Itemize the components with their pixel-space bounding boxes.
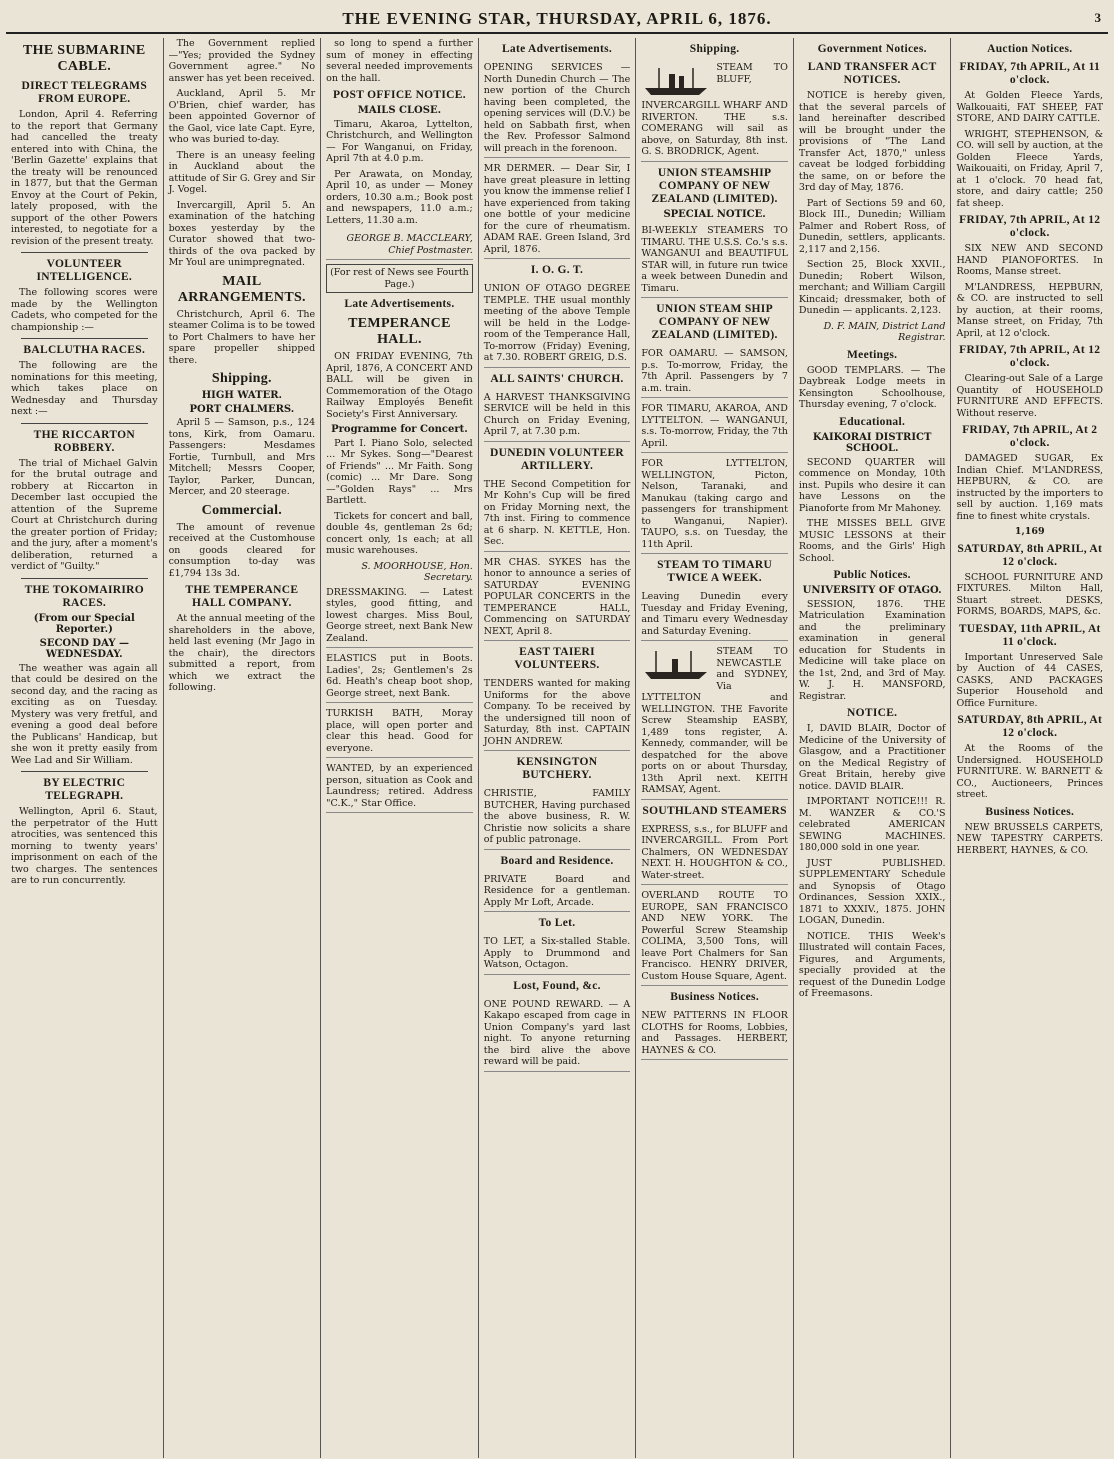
headline-temperance-company: THE TEMPERANCE HALL COMPANY. [185, 584, 299, 609]
steamship-icon [641, 64, 711, 98]
masthead [6, 6, 1108, 34]
advert [484, 785, 631, 850]
section-educational: Educational. [839, 415, 906, 428]
auction-date: TUESDAY, 11th APRIL, At 11 o'clock. [958, 622, 1101, 648]
advert [484, 871, 631, 913]
advert-text: DRESSMAKING. — Latest styles, good fitting, and lowest charges. Miss Boul, George street, next Bank New Zealand. [326, 586, 473, 644]
headline-temperance-hall: TEMPERANCE HALL. [348, 316, 451, 347]
headline-union-steamship-2: UNION STEAM SHIP COMPANY OF NEW ZEALAND (LIMITED). [651, 303, 778, 341]
article-text: Part of Sections 59 and 60, Block III., Dunedin; William Palmer and Robert Ross, of Dunedin, settlers, applicants. 2,117 and 2,156. [798, 197, 946, 255]
headline-submarine-cable: THE SUBMARINE CABLE. [23, 43, 146, 74]
advert [641, 643, 788, 800]
article-text: Timaru, Akaroa, Lyttelton, Christchurch, and Wellington — For Wanganui, on Friday, April 7th at 4.0 p.m. [326, 118, 473, 164]
subhead-mails-close: MAILS CLOSE. [357, 105, 442, 116]
advert [641, 59, 788, 162]
article-text: The Government replied—"Yes; provided the Sydney Government agree." No answer has yet been received. [168, 38, 316, 84]
advert-text: ELASTICS put in Boots. Ladies', 2s; Gentlemen's 2s 6d. Heath's cheap boot shop, George street, next Bank. [326, 653, 473, 699]
columns [6, 38, 1108, 1458]
advert [326, 650, 473, 703]
column-5 [636, 38, 794, 1458]
continued-note: (For rest of News see Fourth Page.) [326, 264, 473, 293]
article-text: Auckland, April 5. Mr O'Brien, chief warder, has been appointed Governor of the Gaol, vice late Capt. Eyre, who was buried to-day. [168, 88, 316, 145]
column-3 [321, 38, 479, 1458]
advert [484, 59, 631, 158]
article-text: At the Rooms of the Undersigned. HOUSEHOLD FURNITURE. W. BARNETT & CO., Auctioneers, Princes street. [956, 743, 1104, 800]
auction-date: FRIDAY, 7th APRIL, At 12 o'clock. [959, 214, 1101, 239]
section-lost-found: Lost, Found, &c. [513, 979, 601, 992]
article-text: M'LANDRESS, HEPBURN, & CO. are instructed to sell by auction, at their rooms, Manse street, on Friday, 7th April, at 12 o'clock. [956, 281, 1104, 339]
advert-text: FOR TIMARU, AKAROA, AND LYTTELTON. — WANGANUI, s.s. To-morrow, Friday, the 7th April. [641, 403, 788, 449]
advert-text: UNION OF OTAGO DEGREE TEMPLE. THE usual monthly meeting of the above Temple will be held in the Lodge-room of the Temperance Hall, To-morrow (Friday) Evening, at 7.30. ROBERT GREIG, D.S. [483, 283, 631, 363]
section-public-notices: Public Notices. [833, 569, 911, 581]
section-board-residence: Board and Residence. [500, 854, 614, 867]
article-text: There is an uneasy feeling in Auckland about the attitude of Sir G. Grey and Sir J. Vogel. [168, 149, 316, 195]
article-text: At the annual meeting of the shareholders in the above, held last evening (Mr Jago in the chair), the directors submitted a report, from which we extract the following. [168, 613, 316, 693]
section-late-ads: Late Advertisements. [344, 298, 455, 310]
advert [484, 675, 631, 751]
advert [641, 345, 788, 398]
auction-date: SATURDAY, 8th APRIL, At 12 o'clock. [957, 542, 1103, 568]
column-1 [6, 38, 164, 1458]
article-text: Per Arawata, on Monday, April 10, as under — Money orders, 10.30 a.m.; Book post and newspapers, 11.0 a.m.; Letters, 11.30 a.m. [326, 168, 473, 226]
headline-all-saints: ALL SAINTS' CHURCH. [490, 372, 624, 385]
divider [21, 252, 148, 253]
headline-shipping: Shipping. [211, 371, 272, 386]
headline-notice: NOTICE. [847, 707, 898, 719]
headline-artillery: DUNEDIN VOLUNTEER ARTILLERY. [489, 446, 625, 472]
sugar-total: 1,169 [1014, 526, 1045, 537]
advert [484, 389, 631, 442]
headline-riccarton: THE RICCARTON ROBBERY. [33, 428, 135, 454]
advert-text: OPENING SERVICES — North Dunedin Church — The new portion of the Church having been completed, the opening services will (D.V.) be held on Sabbath first, when the Rev. Professor Salmond will preach in the forenoon. [483, 62, 631, 154]
article-text: DAMAGED SUGAR, Ex Indian Chief. M'LANDRESS, HEPBURN, & CO. are instructed by the importers to sell by auction. 1,169 mats fine to finest white crystals. [956, 453, 1104, 522]
masthead-title: THE EVENING STAR, THURSDAY, APRIL 6, 1876. [342, 9, 772, 28]
headline-electric-telegraph: BY ELECTRIC TELEGRAPH. [43, 777, 126, 802]
article-text: Important Unreserved Sale by Auction of 44 CASES, CASKS, AND PACKAGES Superior Household and Office Furniture. [956, 651, 1104, 709]
section-shipping: Shipping. [689, 43, 740, 55]
article-text: Part I. Piano Solo, selected ... Mr Sykes. Song—"Dearest of Friends" ... Mr Faith. Song (comic) ... Mr Dare. Song—"Golden Rays" ... Mrs Bartlett. [326, 437, 473, 506]
subhead-programme: Programme for Concert. [331, 424, 468, 435]
signature: GEORGE B. MACCLEARY, Chief Postmaster. [326, 230, 473, 260]
subhead-port-chalmers: PORT CHALMERS. [189, 403, 295, 415]
section-auction-notices: Auction Notices. [987, 43, 1073, 55]
headline-union-steamship: UNION STEAMSHIP COMPANY OF NEW ZEALAND (LIMITED). [651, 166, 778, 205]
advert [484, 280, 631, 368]
advert [641, 455, 788, 554]
steamship-icon [641, 648, 711, 682]
advert [641, 222, 788, 298]
headline-balclutha: BALCLUTHA RACES. [23, 344, 146, 356]
headline-east-taieri: EAST TAIERI VOLUNTEERS. [514, 646, 600, 671]
article-text: At Golden Fleece Yards, Walkouaiti, FAT SHEEP, FAT STORE, AND DAIRY CATTLE. [956, 90, 1104, 124]
signature: S. MOORHOUSE, Hon. Secretary. [361, 560, 473, 583]
article-text: NOTICE. THIS Week's Illustrated will contain Faces, Figures, and Arguments, specially provided at the request of the Dunedin Lodge of Freemasons. [798, 930, 946, 999]
advert [641, 887, 788, 986]
article-text: Clearing-out Sale of a Large Quantity of HOUSEHOLD FURNITURE AND EFFECTS. Without reserve. [956, 373, 1104, 419]
advert-text: EXPRESS, s.s., for BLUFF and INVERCARGILL. From Port Chalmers, ON WEDNESDAY NEXT. H. HOUGHTON & CO., Water-street. [641, 823, 788, 881]
article-text: JUST PUBLISHED. SUPPLEMENTARY Schedule and Synopsis of Otago Ordinances, Session XXIX., 1871 to XXXIV., 1875. JOHN LOGAN, Dunedin. [798, 857, 946, 926]
advert-text: STEAM TO NEWCASTLE and SYDNEY, Via LYTTELTON and WELLINGTON. THE Favorite Screw Steamship EASBY, 1,489 tons register, A. Kennedy, commander, will be despatched for the above ports on or about Thursday, 13th April next. KEITH RAMSAY, Agent. [641, 646, 788, 795]
article-text: Wellington, April 6. Staut, the perpetrator of the Hutt atrocities, was sentenced this morning to twenty years' imprisonment on each of the two charges. The sentences are to run concurrently. [11, 806, 158, 886]
section-business-notices: Business Notices. [985, 805, 1075, 818]
article-text: THE MISSES BELL GIVE MUSIC LESSONS at their Rooms, and the Girls' High School. [798, 518, 946, 564]
advert [326, 760, 473, 813]
auction-date: FRIDAY, 7th APRIL, At 12 o'clock. [959, 344, 1101, 369]
headline-volunteer: VOLUNTEER INTELLIGENCE. [36, 258, 133, 283]
advert [641, 588, 788, 641]
divider [21, 578, 148, 579]
article-text: WRIGHT, STEPHENSON, & CO. will sell by auction, at the Golden Fleece Yards, Waikouaiti, on Friday, April 7, at 1 o'clock. 70 head fat, store, and dairy cattle; 250 fat sheep. [956, 128, 1104, 209]
headline-post-office: POST OFFICE NOTICE. [332, 89, 466, 101]
advert-text: WANTED, by an experienced person, situation as Cook and Laundress; retired. Address "C.K.," Star Office. [326, 763, 473, 809]
advert-text: Leaving Dunedin every Tuesday and Friday Evening, and Timaru every Wednesday and Saturday Evening. [641, 591, 788, 637]
advert [484, 554, 631, 642]
article-text: IMPORTANT NOTICE!!! R. M. WANZER & CO.'S celebrated AMERICAN SEWING MACHINES. 180,000 sold in one year. [798, 796, 946, 853]
headline-tokomairiro: THE TOKOMAIRIRO RACES. [24, 583, 144, 609]
advert-text: ONE POUND REWARD. — A Kakapo escaped from cage in Union Company's yard last night. To anyone returning the bird alive the above reward will be paid. [483, 998, 631, 1067]
advert-text: TURKISH BATH, Moray place, will open porter and clear this head. Good for everyone. [326, 708, 473, 754]
auction-date: FRIDAY, 7th APRIL, At 11 o'clock. [959, 61, 1101, 86]
advert-text: NEW PATTERNS IN FLOOR CLOTHS for Rooms, Lobbies, and Passages. HERBERT, HAYNES & CO. [641, 1010, 788, 1056]
page-number: 3 [1094, 10, 1102, 25]
article-text: SESSION, 1876. THE Matriculation Examination and the preliminary examination in general education for Students in Medicine will take place on the 1st, 2nd, and 3rd of May. W. J. H. MANSFORD, Registrar. [798, 598, 946, 702]
subhead-second-day: SECOND DAY — WEDNESDAY. [39, 637, 129, 660]
advert [326, 705, 473, 758]
advert-text: BI-WEEKLY STEAMERS TO TIMARU. THE U.S.S. Co.'s s.s. WANGANUI and BEAUTIFUL STAR will, in future run twice a week between Dunedin and Timaru. [641, 225, 788, 294]
advert-text: A HARVEST THANKSGIVING SERVICE will be held in this Church on Friday Evening, April 7, at 7.30 p.m. [483, 391, 631, 437]
article-text: The weather was again all that could be desired on the second day, and the racing as exciting as on Tuesday. Mystery was very fretful, and evening a good deal before the Publicans' Handicap, but she won it pretty easily from Wee Lad and Sir William. [11, 662, 158, 766]
article-text: GOOD TEMPLARS. — The Daybreak Lodge meets in Kensington Schoolhouse, Thursday evening, 7 o'clock. [798, 364, 946, 410]
column-7 [951, 38, 1108, 1458]
advert-text: STEAM TO BLUFF, INVERCARGILL WHARF AND RIVERTON. THE s.s. COMERANG will sail as above, on Saturday, 8th inst. G. S. BRODRICK, Agent. [641, 62, 788, 157]
section-late-ads: Late Advertisements. [501, 43, 613, 55]
headline-mail-arrangements: MAIL ARRANGEMENTS. [177, 273, 306, 305]
headline-kaikorai: KAIKORAI DISTRICT SCHOOL. [812, 431, 932, 454]
article-text: SIX NEW AND SECOND HAND PIANOFORTES. In Rooms, Manse street. [956, 243, 1104, 277]
advert-text: PRIVATE Board and Residence for a gentleman. Apply Mr Loft, Arcade. [483, 873, 631, 908]
auction-date: FRIDAY, 7th APRIL, At 2 o'clock. [962, 424, 1098, 449]
headline-southland: SOUTHLAND STEAMERS [642, 804, 787, 817]
headline-kensington-butchery: KENSINGTON BUTCHERY. [516, 756, 598, 781]
section-business-notices: Business Notices. [670, 991, 759, 1003]
divider [21, 338, 148, 339]
headline-iogt: I. O. G. T. [530, 264, 584, 276]
advert-text: TO LET, a Six-stalled Stable. Apply to Drummond and Watson, Octagon. [483, 936, 631, 970]
section-to-let: To Let. [538, 917, 576, 929]
advert [326, 584, 473, 649]
subhead-direct-telegrams: DIRECT TELEGRAMS FROM EUROPE. [21, 80, 148, 105]
advert-text: THE Second Competition for Mr Kohn's Cup will be fired on Friday Morning next, the 7th inst. Firing to commence at 6 sharp. N. KETTLE, Hon. Sec. [483, 478, 631, 547]
divider [21, 771, 148, 772]
advert-text: OVERLAND ROUTE TO EUROPE, SAN FRANCISCO AND NEW YORK. The Powerful Screw Steamship COLIMA, 3,500 Tons, will leave Port Chalmers for San Francisco. HENRY DRIVER, Custom House Square, Agent. [641, 890, 788, 982]
article-text: The following are the nominations for this meeting, which takes place on Wednesday and Thursday next :— [11, 360, 158, 417]
article-text: The trial of Michael Galvin for the brutal outrage and robbery at Riccarton in December last occupied the attention of the Supreme Court at Christchurch during the greater portion of Friday; and the jury, after a moment's deliberation, returned a verdict of "Guilty." [11, 457, 158, 572]
headline-university: UNIVERSITY OF OTAGO. [802, 585, 942, 596]
advert-text: FOR OAMARU. — SAMSON, p.s. To-morrow, Friday, the 7th April. Passengers by 7 a.m. train. [641, 348, 788, 394]
subhead-reporter: (From our Special Reporter.) [33, 612, 135, 635]
headline-land-transfer: LAND TRANSFER ACT NOTICES. [807, 61, 937, 86]
advert [484, 160, 631, 259]
article-text: ON FRIDAY EVENING, 7th April, 1876, A CONCERT AND BALL will be given in Commemoration of the Otago Railway Employés Benefit Society's First Anniversary. [326, 351, 473, 420]
subhead-special-notice: SPECIAL NOTICE. [663, 208, 766, 220]
advert-text: TENDERS wanted for making Uniforms for the above Company. To be received by the undersigned till noon of Saturday, 8th inst. CAPTAIN JOHN ANDREW. [483, 678, 631, 747]
article-text: The amount of revenue received at the Customhouse on goods cleared for consumption to-day was £1,794 13s 3d. [168, 521, 316, 579]
headline-commercial: Commercial. [201, 502, 283, 518]
advert [484, 476, 631, 552]
section-government-notices: Government Notices. [817, 43, 927, 55]
article-text: so long to spend a further sum of money in effecting several needed improvements on the hall. [326, 38, 473, 84]
column-6 [794, 38, 952, 1458]
divider [21, 423, 148, 424]
article-text: SECOND QUARTER will commence on Monday, 10th inst. Pupils who desire it can have Lessons on the Pianoforte from Mr Mahoney. [798, 456, 946, 514]
article-text: NEW BRUSSELS CARPETS, NEW TAPESTRY CARPETS. HERBERT, HAYNES, & CO. [956, 821, 1104, 856]
article-text: London, April 4. Referring to the report that Germany had cancelled the treaty entered into with China, the 'Berlin Gazette' explains that the treaty will be renounced in 1877, but that the German Envoy at the Court of Pekin, lately proposed, with the support of the other Powers interested, to negotiate for a revision of the present treaty. [11, 109, 158, 247]
column-4 [479, 38, 637, 1458]
article-text: Christchurch, April 6. The steamer Colima is to be towed to Port Chalmers to have her spare propeller shipped there. [168, 308, 316, 366]
advert-text: FOR LYTTELTON, WELLINGTON, Picton, Nelson, Taranaki, and Manukau (taking cargo and passengers for transhipment to Wanganui, Napier). TAUPO, s.s. on Tuesday, the 11th April. [641, 458, 788, 550]
advert-text: CHRISTIE, FAMILY BUTCHER, Having purchased the above business, R. W. Christie now solicits a share of public patronage. [483, 788, 631, 845]
article-text: April 5 — Samson, p.s., 124 tons, Kirk, from Oamaru. Passengers: Mesdames Fortie, Turnbull, and Mrs Mitchell; Messrs Cooper, Taylor, Parker, Duncan, Mercer, and 20 steerage. [168, 417, 316, 497]
advert-text: MR CHAS. SYKES has the honor to announce a series of SATURDAY EVENING POPULAR CONCERTS in the TEMPERANCE HALL, Commencing on SATURDAY NEXT, April 8. [483, 556, 631, 637]
signature: D. F. MAIN, District Land Registrar. [823, 320, 946, 343]
advert [641, 821, 788, 886]
article-text: Section 25, Block XXVII., Dunedin; Robert Wilson, merchant; and William Cargill Kincaid; dressmaker, both of Dunedin — applicants. 2,123. [798, 259, 946, 316]
advert [641, 400, 788, 453]
advert [641, 1007, 788, 1060]
auction-date: SATURDAY, 8th APRIL, At 12 o'clock. [957, 714, 1103, 739]
article-text: SCHOOL FURNITURE AND FIXTURES. Milton Hall, Stuart street. DESKS, FORMS, BOARDS, MAPS, &c. [956, 571, 1104, 617]
headline-steam-timaru: STEAM TO TIMARU TWICE A WEEK. [657, 559, 773, 584]
article-text: The following scores were made by the Wellington Cadets, who competed for the championship :— [11, 287, 158, 333]
advert [484, 933, 631, 975]
section-meetings: Meetings. [847, 348, 898, 361]
column-2 [164, 38, 322, 1458]
article-text: NOTICE is hereby given, that the several parcels of land hereinafter described will be brought under the provisions of "The Land Transfer Act, 1870," unless caveat be lodged forbidding the same, on or before the 3rd day of May, 1876. [798, 90, 946, 193]
advert-text: MR DERMER. — Dear Sir, I have great pleasure in letting you know the immense relief I have experienced from taking one bottle of your medicine for the cure of rheumatism. ADAM RAE. Green Island, 3rd April, 1876. [483, 163, 631, 255]
article-text: Tickets for concert and ball, double 4s, gentleman 2s 6d; concert only, 1s each; at all music warehouses. [326, 510, 473, 556]
article-text: Invercargill, April 5. An examination of the hatching boxes yesterday by the Curator showed that two-thirds of the ova packed by Mr Youl are unimpregnated. [168, 199, 316, 268]
article-text: I, DAVID BLAIR, Doctor of Medicine of the University of Glasgow, and a Practitioner on the Medical Registry of Great Britain, hereby give notice. DAVID BLAIR. [798, 723, 946, 792]
subhead-high-water: HIGH WATER. [201, 390, 282, 401]
advert [484, 996, 631, 1072]
